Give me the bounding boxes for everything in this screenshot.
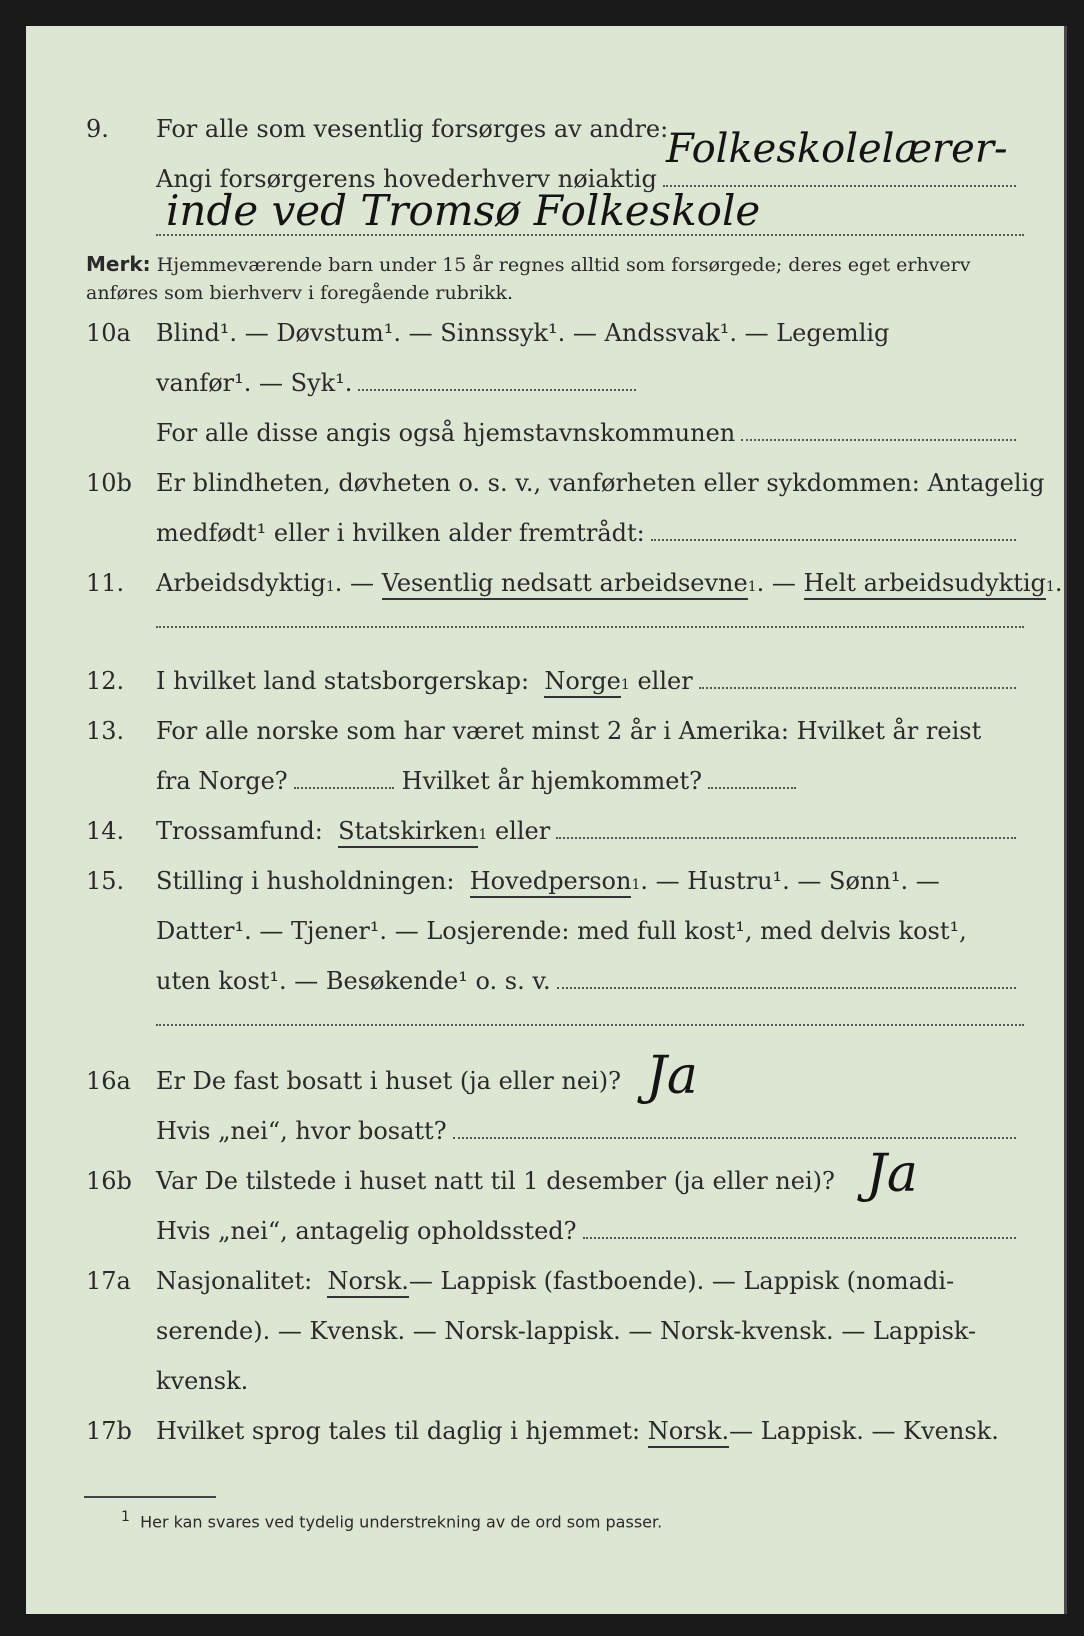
q11-line: 11. Arbeidsdyktig 1 . — Vesentlig nedsatt arbeidsevne 1 . — Helt arbeidsudyktig 1 .: [26, 568, 1064, 598]
q17b-rest: — Lappisk. — Kvensk.: [729, 1417, 999, 1445]
q17a-number: 17a: [86, 1267, 131, 1295]
footnote: [121, 1509, 662, 1531]
q9-answer-1[interactable]: Folkeskolelærer-: [666, 126, 1008, 172]
q15-text-2: Datter¹. — Tjener¹. — Losjerende: med full kost¹, med delvis kost¹,: [156, 917, 967, 945]
q14-line: 14. Trossamfund: Statskirken 1 eller: [26, 816, 1064, 846]
merk-text: Hjemmeværende barn under 15 år regnes alltid som forsørgede; deres eget erhverv anføres som bierhverv i foregående rubrikk.: [86, 254, 971, 304]
merk-note: [86, 250, 1024, 307]
q10a-text-1: Blind¹. — Døvstum¹. — Sinnssyk¹. — Andssvak¹. — Legemlig: [156, 319, 890, 347]
q17a-line2: [26, 1316, 1064, 1346]
q15-text-3: uten kost¹. — Besøkende¹ o. s. v.: [156, 967, 551, 995]
q12-line: 12. I hvilket land statsborgerskap: Norge 1 eller: [26, 666, 1064, 696]
q10b-line2: [26, 518, 1064, 548]
q17b-number: 17b: [86, 1417, 132, 1445]
q11-number: 11.: [86, 569, 125, 597]
q16a-line2: [26, 1116, 1064, 1146]
q9-text-1: For alle som vesentlig forsørges av andre:: [156, 115, 669, 143]
q17b-answer: Norsk.: [648, 1416, 729, 1448]
q10a-text-2: vanfør¹. — Syk¹.: [156, 369, 353, 397]
q15-answer: Hovedperson: [470, 866, 632, 898]
q14-answer: Statskirken: [338, 816, 478, 848]
q11-opt2: Vesentlig nedsatt arbeidsevne: [382, 568, 748, 600]
q13-number: 13.: [86, 717, 125, 745]
q15-line3: [26, 966, 1064, 996]
q10b-text-2: medfødt¹ eller i hvilken alder fremtrådt:: [156, 519, 645, 547]
q17a-text-3: kvensk.: [156, 1367, 249, 1395]
q14-eller: eller: [494, 817, 551, 845]
q16b-answer[interactable]: Ja: [866, 1144, 918, 1204]
q11-opt1: Arbeidsdyktig: [156, 569, 326, 597]
q11-opt3: Helt arbeidsudyktig: [804, 568, 1046, 600]
q17a-label: Nasjonalitet:: [156, 1267, 313, 1295]
q16a-text-2: Hvis „nei“, hvor bosatt?: [156, 1117, 447, 1145]
q17b-text: Hvilket sprog tales til daglig i hjemmet:: [156, 1417, 641, 1445]
q10a-text-3: For alle disse angis også hjemstavnskommunen: [156, 419, 736, 447]
q17b-line: [26, 1416, 1064, 1446]
q10b-text-1: Er blindheten, døvheten o. s. v., vanførheten eller sykdommen: Antagelig: [156, 469, 1045, 497]
q12-text: I hvilket land statsborgerskap:: [156, 667, 530, 695]
q16a-text-1: Er De fast bosatt i huset (ja eller nei)?: [156, 1067, 622, 1095]
q10a-line3: [26, 418, 1064, 448]
q13-line1: [26, 716, 1064, 746]
census-form-page: [26, 26, 1067, 1614]
q12-number: 12.: [86, 667, 125, 695]
q17a-line3: [26, 1366, 1064, 1396]
q13-text-2: fra Norge?: [156, 767, 288, 795]
q15-number: 15.: [86, 867, 125, 895]
q17a-line1: [26, 1266, 1064, 1296]
footnote-mark: 1: [121, 1509, 130, 1525]
q16b-number: 16b: [86, 1167, 132, 1195]
q9-answer-2[interactable]: inde ved Tromsø Folkeskole: [166, 186, 761, 235]
q9-text-2: Angi forsørgerens hovederhverv nøiaktig: [156, 165, 657, 193]
q15-text-1b: . — Hustru¹. — Sønn¹. —: [640, 867, 940, 895]
q16b-text-2: Hvis „nei“, antagelig opholdssted?: [156, 1217, 577, 1245]
q16b-text-1: Var De tilstede i huset natt til 1 desember (ja eller nei)?: [156, 1167, 835, 1195]
q17a-answer: Norsk.: [327, 1266, 408, 1298]
q16a-answer[interactable]: Ja: [646, 1046, 698, 1106]
q10a-number: 10a: [86, 319, 131, 347]
q14-number: 14.: [86, 817, 125, 845]
q10a-line1: [26, 318, 1064, 348]
q10b-number: 10b: [86, 469, 132, 497]
q16b-line2: [26, 1216, 1064, 1246]
q15-text-1: Stilling i husholdningen:: [156, 867, 455, 895]
q10a-line2: [26, 368, 1064, 398]
q10b-line1: [26, 468, 1064, 498]
q13-text-3: Hvilket år hjemkommet?: [401, 767, 703, 795]
q14-text: Trossamfund:: [156, 817, 323, 845]
q9-number: 9.: [86, 115, 109, 143]
q13-line2: [26, 766, 1064, 796]
q12-answer: Norge: [544, 666, 621, 698]
q16a-number: 16a: [86, 1067, 131, 1095]
q15-line1: 15. Stilling i husholdningen: Hovedperson 1 . — Hustru¹. — Sønn¹. —: [26, 866, 1064, 896]
merk-label: Merk:: [86, 252, 151, 276]
q13-text-1: For alle norske som har været minst 2 år i Amerika: Hvilket år reist: [156, 717, 982, 745]
q15-line2: [26, 916, 1064, 946]
footnote-text: Her kan svares ved tydelig understrekning av de ord som passer.: [140, 1512, 663, 1532]
q16a-line1: [26, 1066, 1064, 1096]
q17a-text-1: — Lappisk (fastboende). — Lappisk (nomadi-: [408, 1267, 955, 1295]
q17a-text-2: serende). — Kvensk. — Norsk-lappisk. — Norsk-kvensk. — Lappisk-: [156, 1317, 977, 1345]
q12-eller: eller: [637, 667, 693, 695]
